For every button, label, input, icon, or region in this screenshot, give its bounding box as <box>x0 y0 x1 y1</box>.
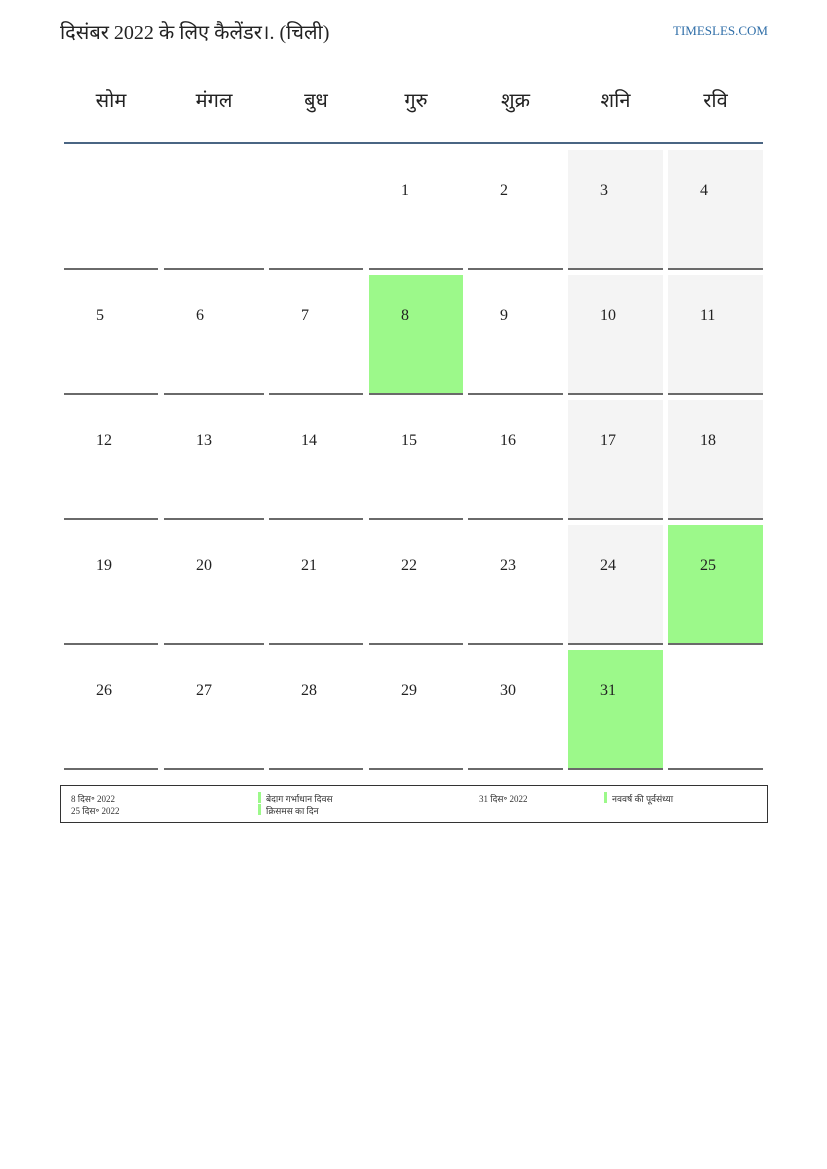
day-cell[interactable] <box>369 275 463 395</box>
page-title: दिसंबर 2022 के लिए कैलेंडर।. (चिली) <box>60 22 330 44</box>
site-link[interactable]: TIMESLES.COM <box>673 23 768 38</box>
day-number: 9 <box>500 307 508 324</box>
day-cell[interactable] <box>568 150 663 270</box>
day-number: 30 <box>500 682 516 699</box>
day-number: 12 <box>96 432 112 449</box>
day-number: 5 <box>96 307 104 324</box>
day-number: 15 <box>401 432 417 449</box>
holiday-legend <box>60 785 768 823</box>
day-cell[interactable] <box>164 275 264 395</box>
legend-item <box>61 804 767 816</box>
day-number: 2 <box>500 182 508 199</box>
day-number: 10 <box>600 307 616 324</box>
day-cell[interactable] <box>164 525 264 645</box>
day-cell[interactable] <box>468 650 563 770</box>
legend-date: 25 दिस॰ 2022 <box>71 806 120 816</box>
legend-color-swatch <box>258 804 261 815</box>
day-cell[interactable] <box>164 400 264 520</box>
day-number: 29 <box>401 682 417 699</box>
day-number: 1 <box>401 182 409 199</box>
empty-day-cell <box>668 650 763 770</box>
day-number: 26 <box>96 682 112 699</box>
day-cell[interactable] <box>269 650 363 770</box>
legend-date: 31 दिस॰ 2022 <box>479 794 528 804</box>
legend-color-swatch <box>604 792 607 803</box>
day-number: 8 <box>401 307 409 324</box>
day-cell[interactable] <box>668 150 763 270</box>
day-cell[interactable] <box>64 400 158 520</box>
day-number: 22 <box>401 557 417 574</box>
day-number: 14 <box>301 432 317 449</box>
day-number: 23 <box>500 557 516 574</box>
day-cell[interactable] <box>468 275 563 395</box>
weekday-label: सोम <box>95 90 127 112</box>
day-cell[interactable] <box>164 650 264 770</box>
day-cell[interactable] <box>369 400 463 520</box>
day-cell[interactable] <box>64 525 158 645</box>
day-cell[interactable] <box>269 525 363 645</box>
day-number: 4 <box>700 182 708 199</box>
weekday-label: गुरु <box>404 90 428 112</box>
day-cell[interactable] <box>468 525 563 645</box>
day-cell[interactable] <box>568 400 663 520</box>
weekday-label: शुक्र <box>501 90 530 112</box>
day-cell[interactable] <box>369 150 463 270</box>
day-cell[interactable] <box>668 400 763 520</box>
empty-day-cell <box>269 150 363 270</box>
day-number: 13 <box>196 432 212 449</box>
weekday-label: मंगल <box>195 90 233 112</box>
day-cell[interactable] <box>269 400 363 520</box>
day-number: 19 <box>96 557 112 574</box>
day-number: 31 <box>600 682 616 699</box>
day-number: 24 <box>600 557 616 574</box>
day-number: 25 <box>700 557 716 574</box>
day-number: 28 <box>301 682 317 699</box>
day-cell[interactable] <box>269 275 363 395</box>
day-cell[interactable] <box>369 650 463 770</box>
day-cell[interactable] <box>64 650 158 770</box>
day-number: 18 <box>700 432 716 449</box>
day-number: 21 <box>301 557 317 574</box>
day-cell[interactable] <box>668 525 763 645</box>
legend-date: 8 दिस॰ 2022 <box>71 794 116 804</box>
day-cell[interactable] <box>64 275 158 395</box>
day-number: 27 <box>196 682 212 699</box>
legend-item <box>61 792 767 804</box>
day-number: 11 <box>700 307 716 324</box>
day-cell[interactable] <box>568 650 663 770</box>
legend-holiday-name: नववर्ष की पूर्वसंध्या <box>612 794 674 804</box>
day-number: 16 <box>500 432 516 449</box>
legend-holiday-name: बेदाग गर्भाधान दिवस <box>266 794 333 804</box>
empty-day-cell <box>164 150 264 270</box>
empty-day-cell <box>64 150 158 270</box>
day-number: 3 <box>600 182 608 199</box>
weekday-label: बुध <box>304 90 328 112</box>
day-number: 17 <box>600 432 616 449</box>
weekday-label: रवि <box>703 90 728 112</box>
day-cell[interactable] <box>568 525 663 645</box>
day-cell[interactable] <box>668 275 763 395</box>
day-number: 6 <box>196 307 204 324</box>
day-cell[interactable] <box>369 525 463 645</box>
day-cell[interactable] <box>468 150 563 270</box>
day-cell[interactable] <box>568 275 663 395</box>
day-number: 7 <box>301 307 309 324</box>
day-cell[interactable] <box>468 400 563 520</box>
day-number: 20 <box>196 557 212 574</box>
weekday-label: शनि <box>600 90 631 112</box>
legend-holiday-name: क्रिसमस का दिन <box>266 806 319 816</box>
